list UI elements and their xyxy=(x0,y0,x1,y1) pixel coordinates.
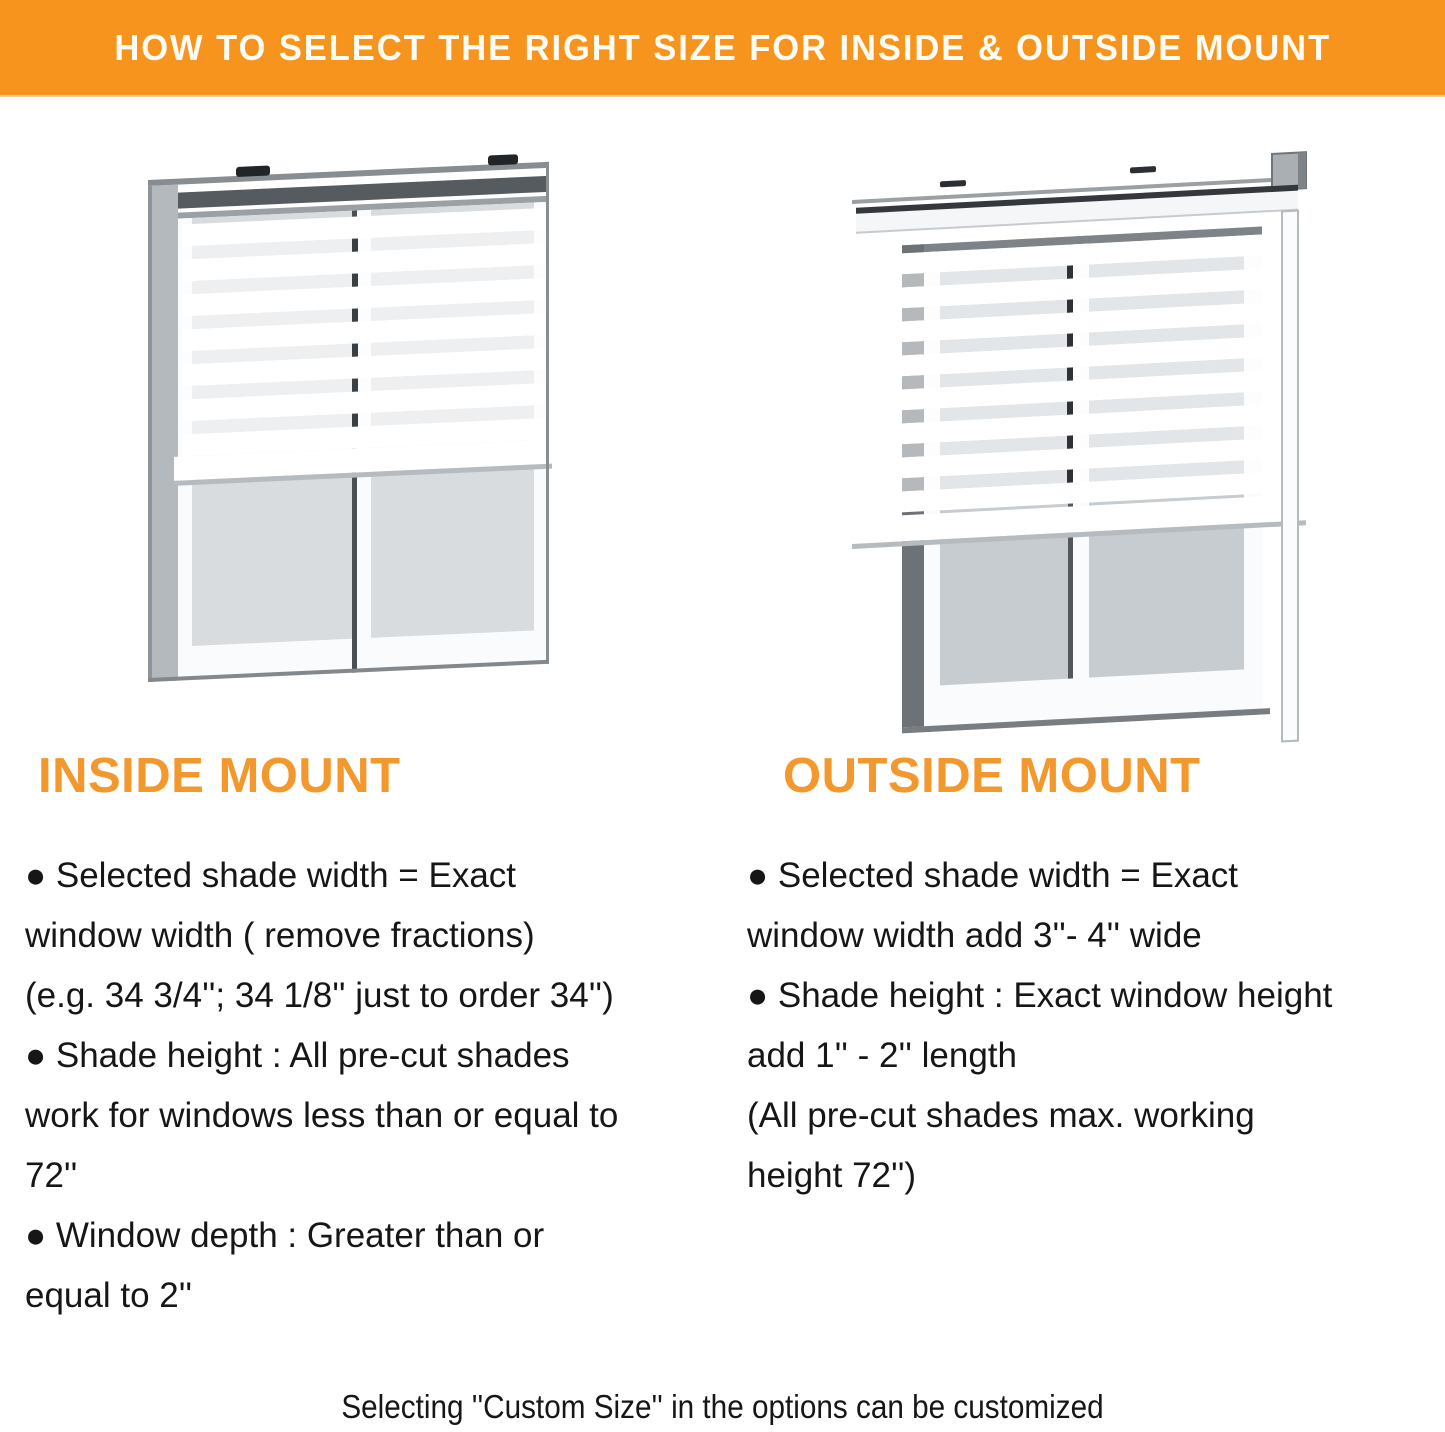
zebra-stripes xyxy=(182,208,546,457)
window-left-jamb xyxy=(148,185,178,682)
mounting-bracket-right xyxy=(488,154,518,165)
instruction-line: ● Shade height : Exact window height xyxy=(747,976,1333,1015)
zebra-stripes xyxy=(852,232,1302,515)
mounting-screw-left xyxy=(940,180,966,187)
shade-side-rail xyxy=(1282,211,1298,742)
corner-bracket xyxy=(1272,152,1306,190)
outside-mount-instructions xyxy=(747,846,1332,1206)
instruction-line: equal to 2'' xyxy=(25,1276,193,1315)
instruction-line: 72'' xyxy=(25,1156,78,1195)
banner xyxy=(0,0,1445,97)
instruction-line: (All pre-cut shades max. working xyxy=(747,1096,1255,1135)
instruction-line: add 1'' - 2'' length xyxy=(747,1036,1017,1075)
instruction-line: ● Shade height : All pre-cut shades xyxy=(25,1036,570,1075)
banner-title: HOW TO SELECT THE RIGHT SIZE FOR INSIDE & OUTSIDE MOUNT xyxy=(114,26,1331,68)
instruction-line: ● Selected shade width = Exact xyxy=(747,856,1239,895)
instruction-line: ● Window depth : Greater than or xyxy=(25,1216,545,1255)
custom-size-note-text: Selecting ''Custom Size'' in the options can be customized xyxy=(341,1388,1104,1425)
instruction-line: height 72'') xyxy=(747,1156,917,1195)
instruction-line: work for windows less than or equal to xyxy=(25,1096,619,1135)
outside-mount-heading: OUTSIDE MOUNT xyxy=(783,749,1201,803)
outside-mount-illustration xyxy=(852,140,1322,760)
instruction-line: window width ( remove fractions) xyxy=(25,916,535,955)
mounting-screw-right xyxy=(1130,166,1156,173)
inside-mount-heading: INSIDE MOUNT xyxy=(38,749,401,803)
outside-mount-window-diagram xyxy=(852,140,1322,760)
inside-mount-illustration xyxy=(148,150,568,690)
custom-size-note xyxy=(0,1388,1445,1426)
instruction-line: window width add 3''- 4'' wide xyxy=(747,916,1202,955)
instruction-line: (e.g. 34 3/4''; 34 1/8'' just to order 34'') xyxy=(25,976,614,1015)
mounting-bracket-left xyxy=(236,165,270,177)
instruction-line: ● Selected shade width = Exact xyxy=(25,856,517,895)
inside-mount-window-diagram xyxy=(148,150,568,690)
inside-mount-instructions xyxy=(25,846,618,1326)
